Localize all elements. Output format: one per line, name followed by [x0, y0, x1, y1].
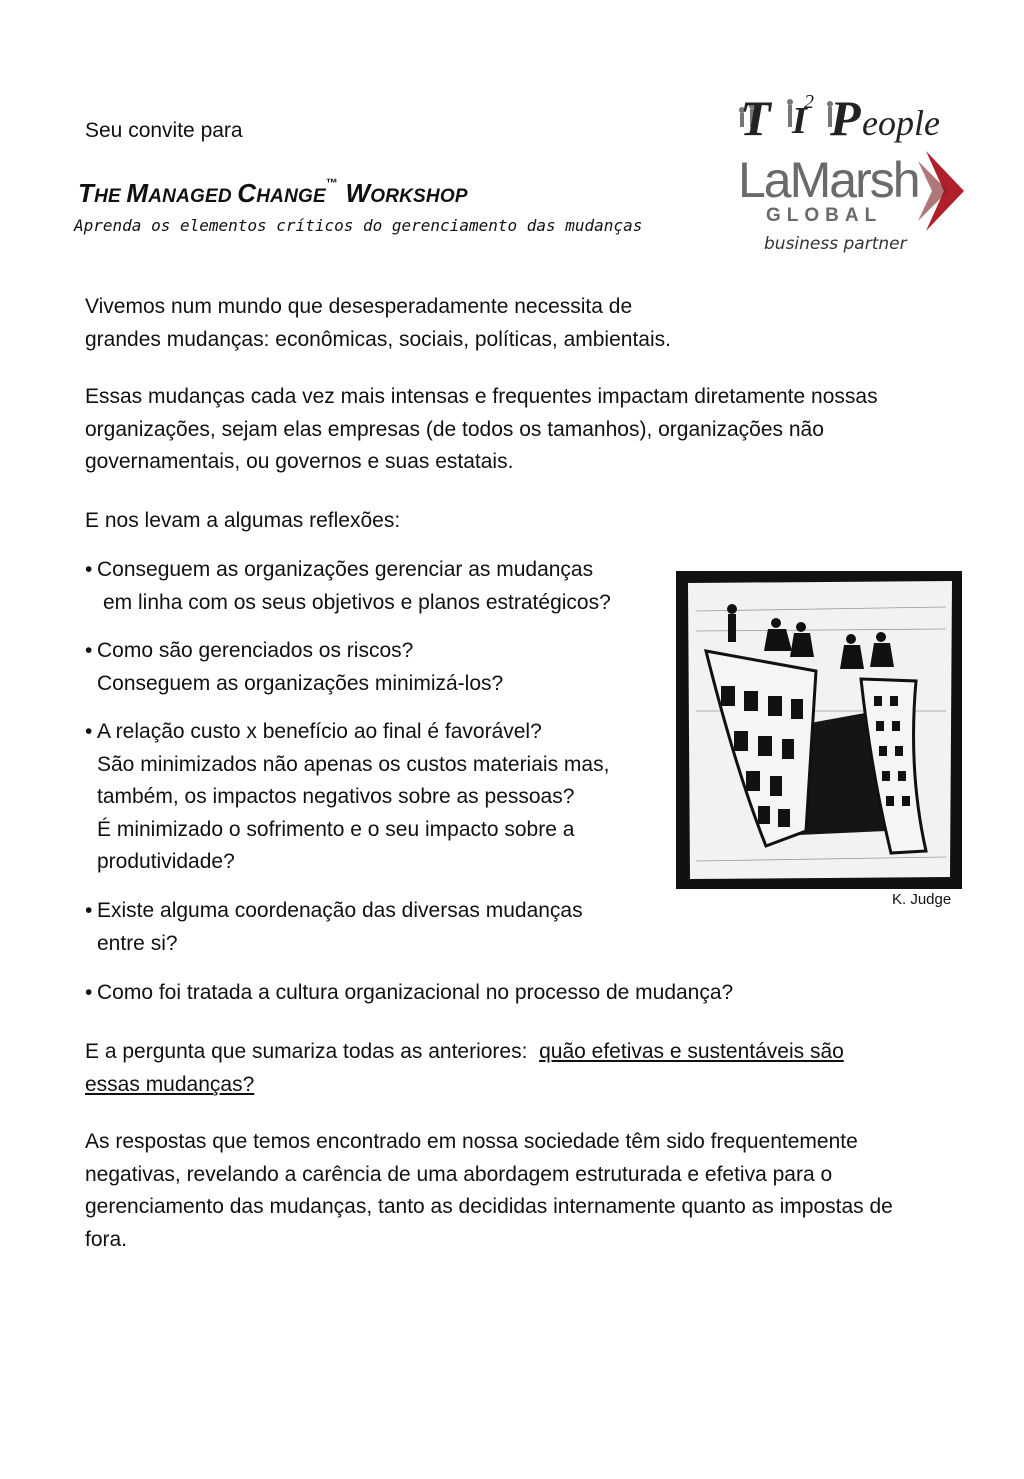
summary-question: essas mudanças?: [85, 1072, 255, 1096]
t2people-logo-superscript: 2: [804, 91, 814, 113]
summary-question: quão efetivas e sustentáveis são: [539, 1040, 844, 1063]
list-item: [85, 716, 665, 879]
list-item-line: entre si?: [97, 931, 178, 955]
list-item: [85, 977, 945, 1010]
lamarsh-wordmark: LaMarsh: [738, 152, 919, 208]
paragraph-line: Essas mudanças cada vez mais intensas e frequentes impactam diretamente nossas: [85, 385, 878, 408]
list-item-line: Existe alguma coordenação das diversas mudanças: [97, 899, 583, 922]
intro-line: Seu convite para: [85, 119, 243, 142]
paragraph-line: As respostas que temos encontrado em nossa sociedade têm sido frequentemente: [85, 1130, 858, 1153]
list-item: [85, 635, 665, 700]
bullet-marker: •: [85, 639, 93, 662]
list-item-line: Como foi tratada a cultura organizacional no processo de mudança?: [97, 981, 734, 1004]
paragraph-line: gerenciamento das mudanças, tanto as decididas internamente quanto as impostas de: [85, 1195, 893, 1218]
woodcut-illustration: [676, 571, 962, 889]
list-item-line: A relação custo x benefício ao final é favorável?: [97, 720, 542, 743]
list-item: [85, 895, 665, 960]
paragraph-line: organizações, sejam elas empresas (de todos os tamanhos), organizações não: [85, 417, 824, 441]
workshop-title: [78, 178, 468, 209]
paragraph-line: Vivemos num mundo que desesperadamente necessita de: [85, 295, 633, 318]
trademark-mark: ™: [325, 176, 339, 190]
paragraph-impact: [85, 381, 878, 479]
list-item-text: [97, 716, 665, 879]
t2people-logo-p: I: [792, 100, 807, 142]
list-item-line: São minimizados não apenas os custos materiais mas,: [97, 752, 610, 776]
paragraph-line: negativas, revelando a carência de uma abordagem estruturada e efetiva para o: [85, 1162, 833, 1186]
list-item-line: em linha com os seus objetivos e planos estratégicos?: [103, 590, 611, 614]
paragraph-line: governamentais, ou governos e suas estatais.: [85, 450, 514, 473]
list-item-line: produtividade?: [97, 850, 235, 873]
paragraph-reflections: E nos levam a algumas reflexões:: [85, 509, 401, 532]
artwork-caption: K. Judge: [892, 891, 952, 908]
paragraph-line: [85, 1036, 955, 1069]
title-part: ANAGED: [148, 186, 238, 207]
t2people-logo-t: T: [740, 90, 771, 144]
paragraph-line: fora.: [85, 1227, 128, 1251]
bullet-marker: •: [85, 899, 93, 922]
list-item: [85, 554, 665, 619]
list-item-line: Como são gerenciados os riscos?: [97, 639, 414, 662]
paragraph-intro: [85, 291, 671, 356]
paragraph-line: grandes mudanças: econômicas, sociais, políticas, ambientais.: [85, 327, 671, 351]
paragraph-answers: [85, 1126, 975, 1256]
title-part: C: [237, 178, 257, 208]
t2people-logo-word: eople: [862, 103, 940, 143]
title-part: HE: [94, 186, 127, 207]
bullet-marker: •: [85, 981, 93, 1004]
list-item-text: [97, 635, 665, 700]
summary-prefix: E a pergunta que sumariza todas as anteriores:: [85, 1040, 540, 1063]
t2people-logo: [732, 88, 964, 144]
list-item-text: [97, 554, 665, 619]
title-part: T: [78, 178, 95, 208]
list-item-line: Conseguem as organizações gerenciar as mudanças: [97, 558, 594, 581]
t2people-logo-text: T²People: [732, 88, 737, 89]
paragraph-summary: [85, 1036, 955, 1101]
title-part: HANGE: [256, 186, 326, 207]
list-item-line: também, os impactos negativos sobre as pessoas?: [97, 785, 575, 808]
lamarsh-global: GLOBAL: [766, 205, 883, 226]
bullet-marker: •: [85, 720, 93, 743]
lamarsh-logo: [736, 145, 968, 257]
title-part: ORKSHOP: [370, 186, 468, 207]
bullet-marker: •: [85, 558, 93, 581]
list-item-text: [97, 895, 665, 960]
title-part: W: [338, 178, 371, 208]
title-part: M: [126, 178, 149, 208]
business-partner-label: business partner: [764, 234, 907, 254]
t2people-logo-pp: P: [830, 90, 861, 144]
list-item-line: É minimizado o sofrimento e o seu impacto sobre a: [97, 817, 575, 841]
workshop-subtitle: Aprenda os elementos críticos do gerenciamento das mudanças: [74, 216, 643, 235]
paragraph-line: [85, 1069, 955, 1102]
list-item-line: Conseguem as organizações minimizá-los?: [97, 671, 504, 695]
